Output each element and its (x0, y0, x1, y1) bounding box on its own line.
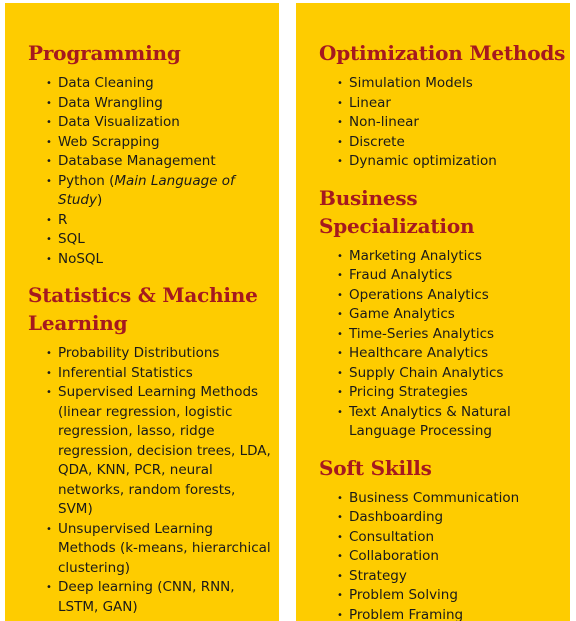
soft-skills-heading: Soft Skills (319, 455, 432, 480)
list-item-python (58, 172, 279, 211)
list-item: • Supply Chain Analytics (349, 364, 570, 384)
list-item: • Healthcare Analytics (349, 344, 570, 364)
statistics-list (28, 344, 279, 617)
list-item: • Time-Series Analytics (349, 325, 570, 345)
list-item: • Dynamic optimization (349, 152, 570, 172)
left-column-panel (5, 3, 279, 621)
list-item: • Web Scrapping (58, 133, 279, 153)
list-item: • Database Management (58, 152, 279, 172)
right-column-panel (296, 3, 570, 621)
list-item: • Inferential Statistics (58, 364, 279, 384)
programming-list (28, 74, 279, 269)
optimization-section (319, 39, 570, 172)
soft-skills-list (319, 489, 570, 621)
list-item: • Linear (349, 94, 570, 114)
list-item: • Unsupervised Learning Methods (k-means, hierarchical clustering) (58, 520, 279, 579)
optimization-heading: Optimization Methods (319, 41, 566, 65)
business-section (319, 184, 570, 442)
list-item: • Non-linear (349, 113, 570, 133)
list-item: • Probability Distributions (58, 344, 279, 364)
business-heading: Business Specialization (319, 185, 475, 238)
list-item: • Consultation (349, 528, 570, 548)
list-item: • Marketing Analytics (349, 247, 570, 267)
list-item: • Business Communication (349, 489, 570, 509)
list-item: • Pricing Strategies (349, 383, 570, 403)
list-item: • Supervised Learning Methods (linear regression, logistic regression, lasso, ridge regression, decision trees, LDA, QDA, KNN, PCR, neural networks, random forests, SVM) (58, 383, 279, 520)
list-item: • Text Analytics & Natural Language Processing (349, 403, 570, 442)
statistics-section (28, 281, 279, 617)
list-item: • Dashboarding (349, 508, 570, 528)
list-item: • Game Analytics (349, 305, 570, 325)
programming-section (28, 39, 279, 269)
list-item: • Data Visualization (58, 113, 279, 133)
list-item: • Deep learning (CNN, RNN, LSTM, GAN) (58, 578, 279, 617)
list-item: • SQL (58, 230, 279, 250)
list-item: • Discrete (349, 133, 570, 153)
list-item: • Collaboration (349, 547, 570, 567)
python-close-paren: ) (96, 192, 103, 208)
list-item: • R (58, 211, 279, 231)
list-item: • Simulation Models (349, 74, 570, 94)
list-item: • Fraud Analytics (349, 266, 570, 286)
python-note: Main Language of Study (58, 172, 235, 208)
business-list (319, 247, 570, 442)
soft-skills-section (319, 454, 570, 621)
list-item: • Data Wrangling (58, 94, 279, 114)
statistics-heading: Statistics & Machine Learning (28, 283, 258, 335)
list-item: • Strategy (349, 567, 570, 587)
optimization-list (319, 74, 570, 172)
list-item: • Problem Framing (349, 606, 570, 621)
list-item: • Operations Analytics (349, 286, 570, 306)
list-item: • NoSQL (58, 250, 279, 270)
list-item: • Problem Solving (349, 586, 570, 606)
programming-heading: Programming (28, 41, 181, 65)
python-label: Python ( (58, 172, 115, 189)
list-item: • Data Cleaning (58, 74, 279, 94)
